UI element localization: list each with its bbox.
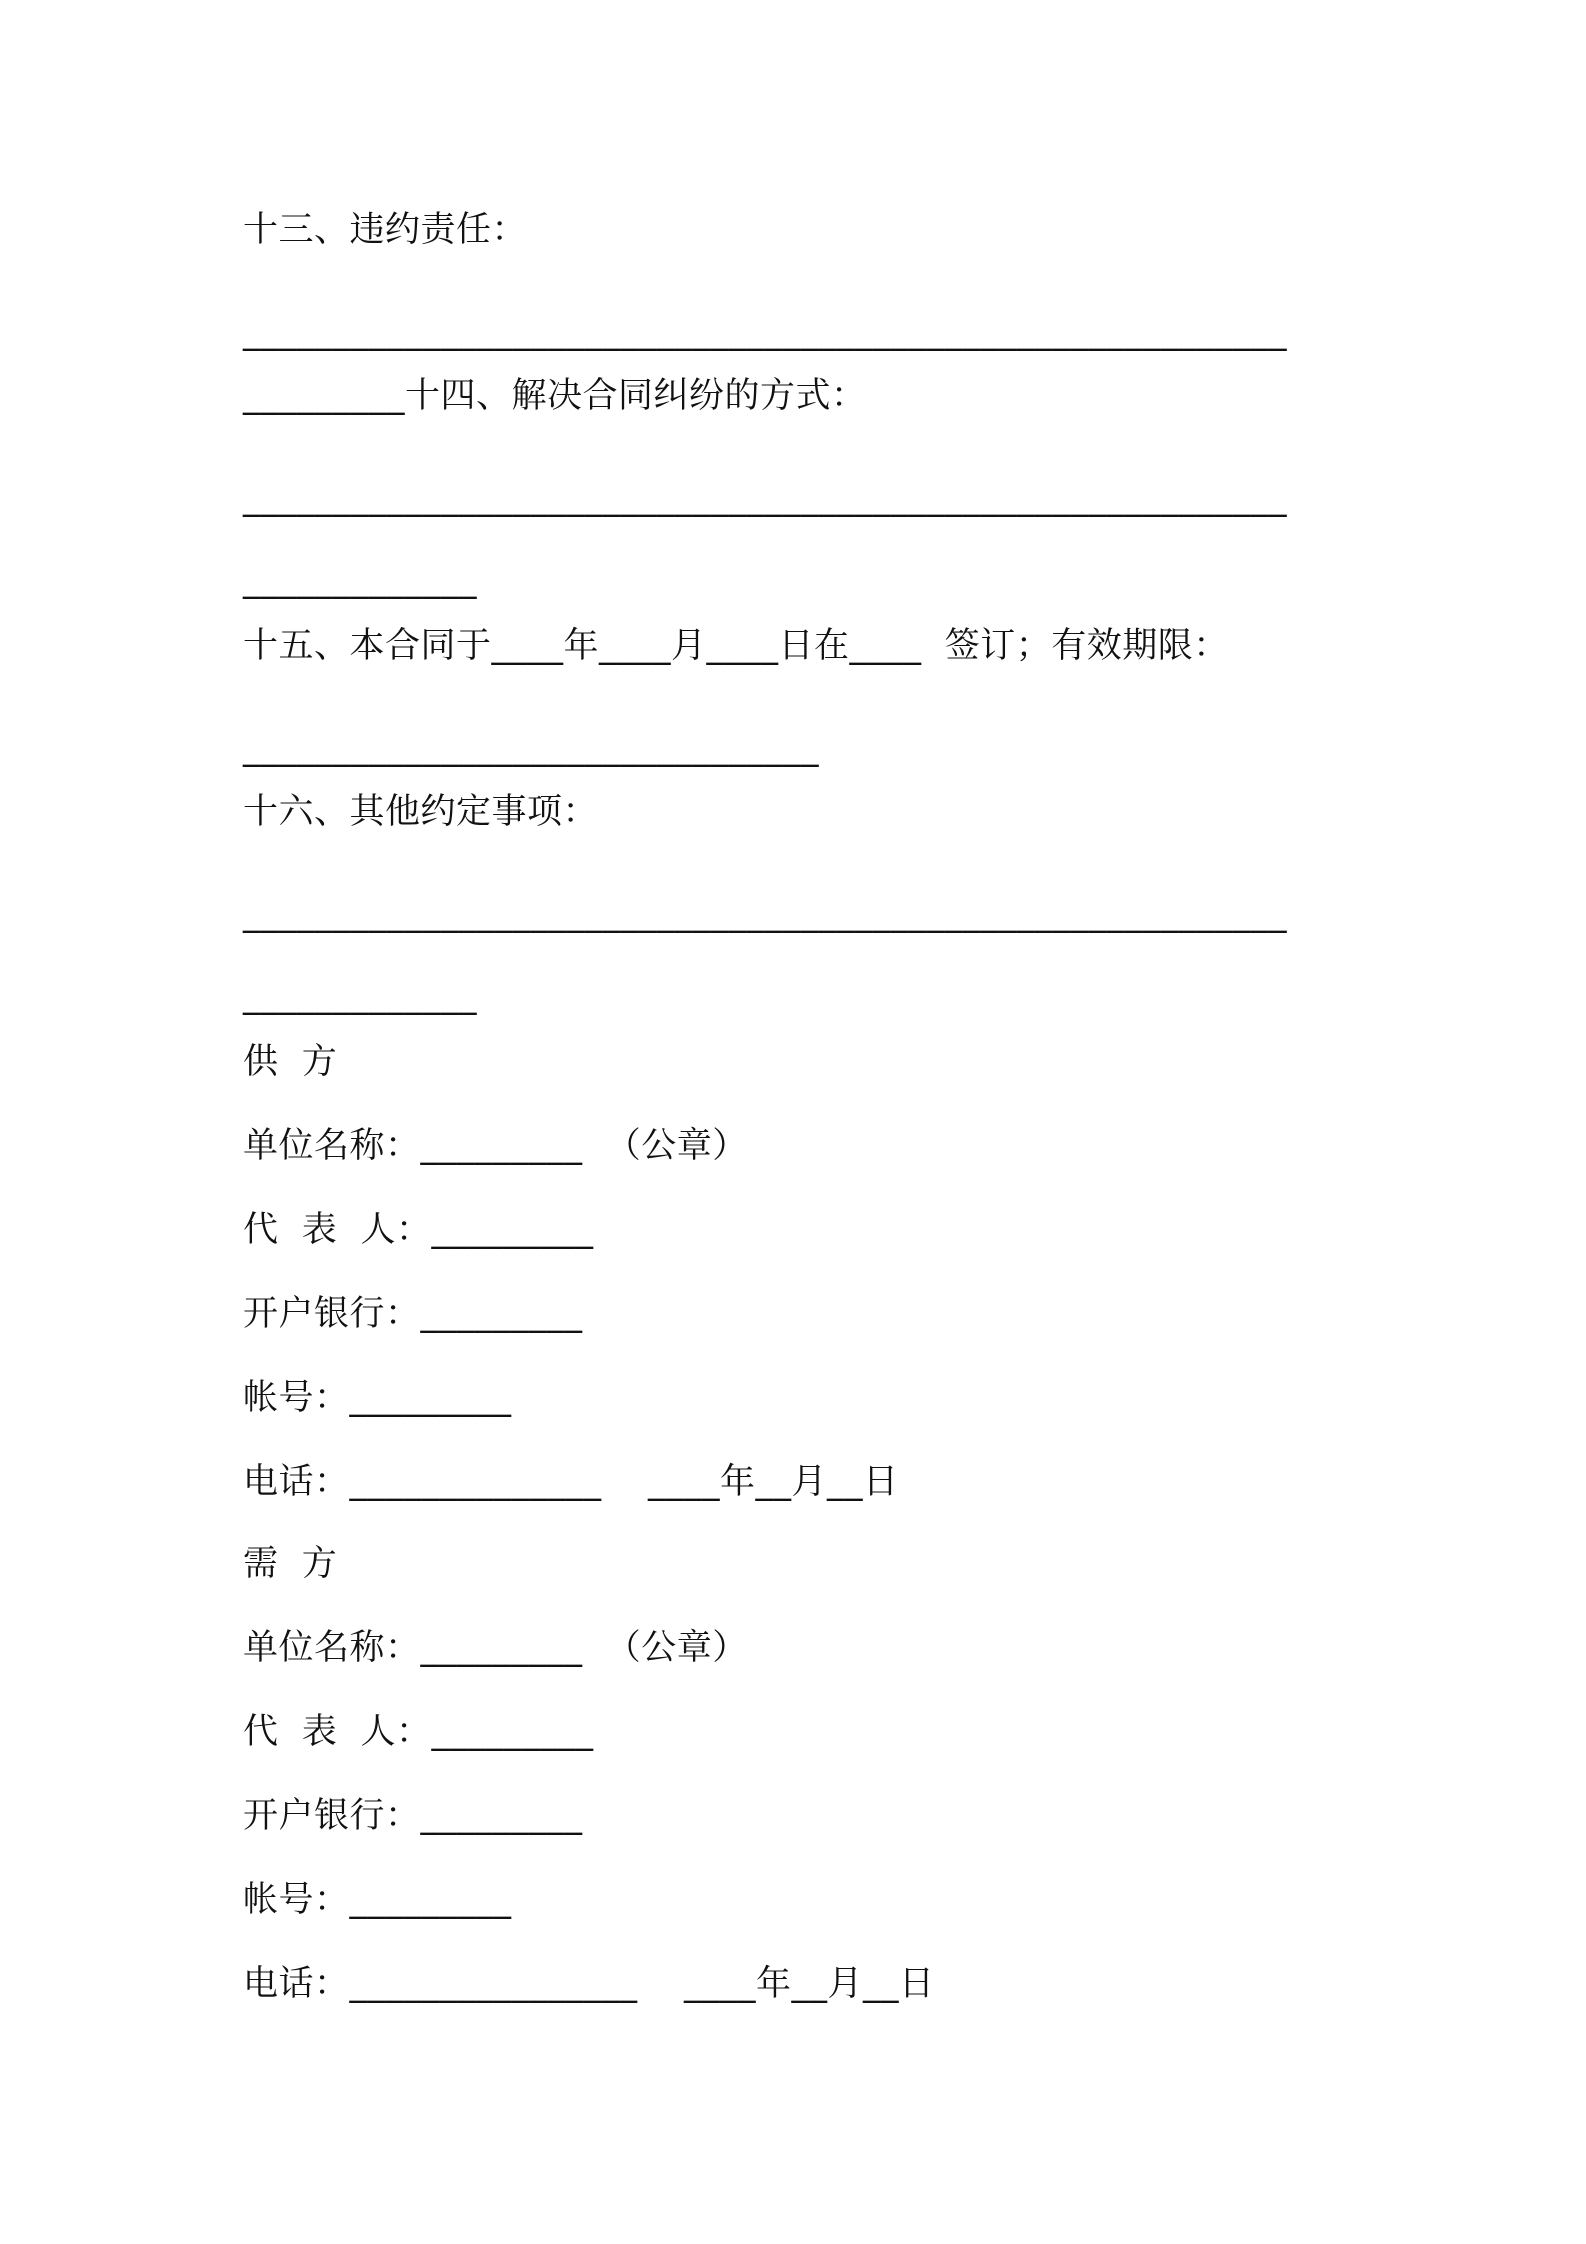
supplier-account: 帐号：_________	[243, 1378, 512, 1418]
buyer-company-name: 单位名称：_________ （公章）	[243, 1628, 748, 1668]
supplier-company-name: 单位名称：_________ （公章）	[243, 1126, 748, 1166]
clause-15-title: 十五、本合同于____年____月____日在____ 签订；有效期限：	[243, 626, 1229, 666]
clause-14-title: _________十四、解决合同纠纷的方式：	[243, 376, 867, 416]
clause-13-blank-line: __________________________________________________________	[243, 312, 1287, 352]
supplier-representative: 代 表 人：_________	[243, 1210, 594, 1250]
buyer-representative: 代 表 人：_________	[243, 1712, 594, 1752]
clause-15-blank-line: ________________________________	[243, 728, 819, 768]
clause-14-blank-line-end: _____________	[243, 560, 477, 600]
supplier-phone-date: 电话：______________ ____年__月__日	[243, 1462, 899, 1502]
buyer-bank: 开户银行：_________	[243, 1796, 583, 1836]
clause-16-title: 十六、其他约定事项：	[243, 792, 599, 832]
clause-16-blank-line: __________________________________________________________	[243, 894, 1287, 934]
clause-16-blank-line-end: _____________	[243, 976, 477, 1016]
supplier-heading: 供 方	[243, 1042, 338, 1082]
clause-14-blank-line: __________________________________________________________	[243, 478, 1287, 518]
clause-13-title: 十三、违约责任：	[243, 210, 528, 250]
buyer-phone-date: 电话：________________ ____年__月__日	[243, 1964, 935, 2004]
buyer-account: 帐号：_________	[243, 1880, 512, 1920]
supplier-bank: 开户银行：_________	[243, 1294, 583, 1334]
buyer-heading: 需 方	[243, 1544, 338, 1584]
